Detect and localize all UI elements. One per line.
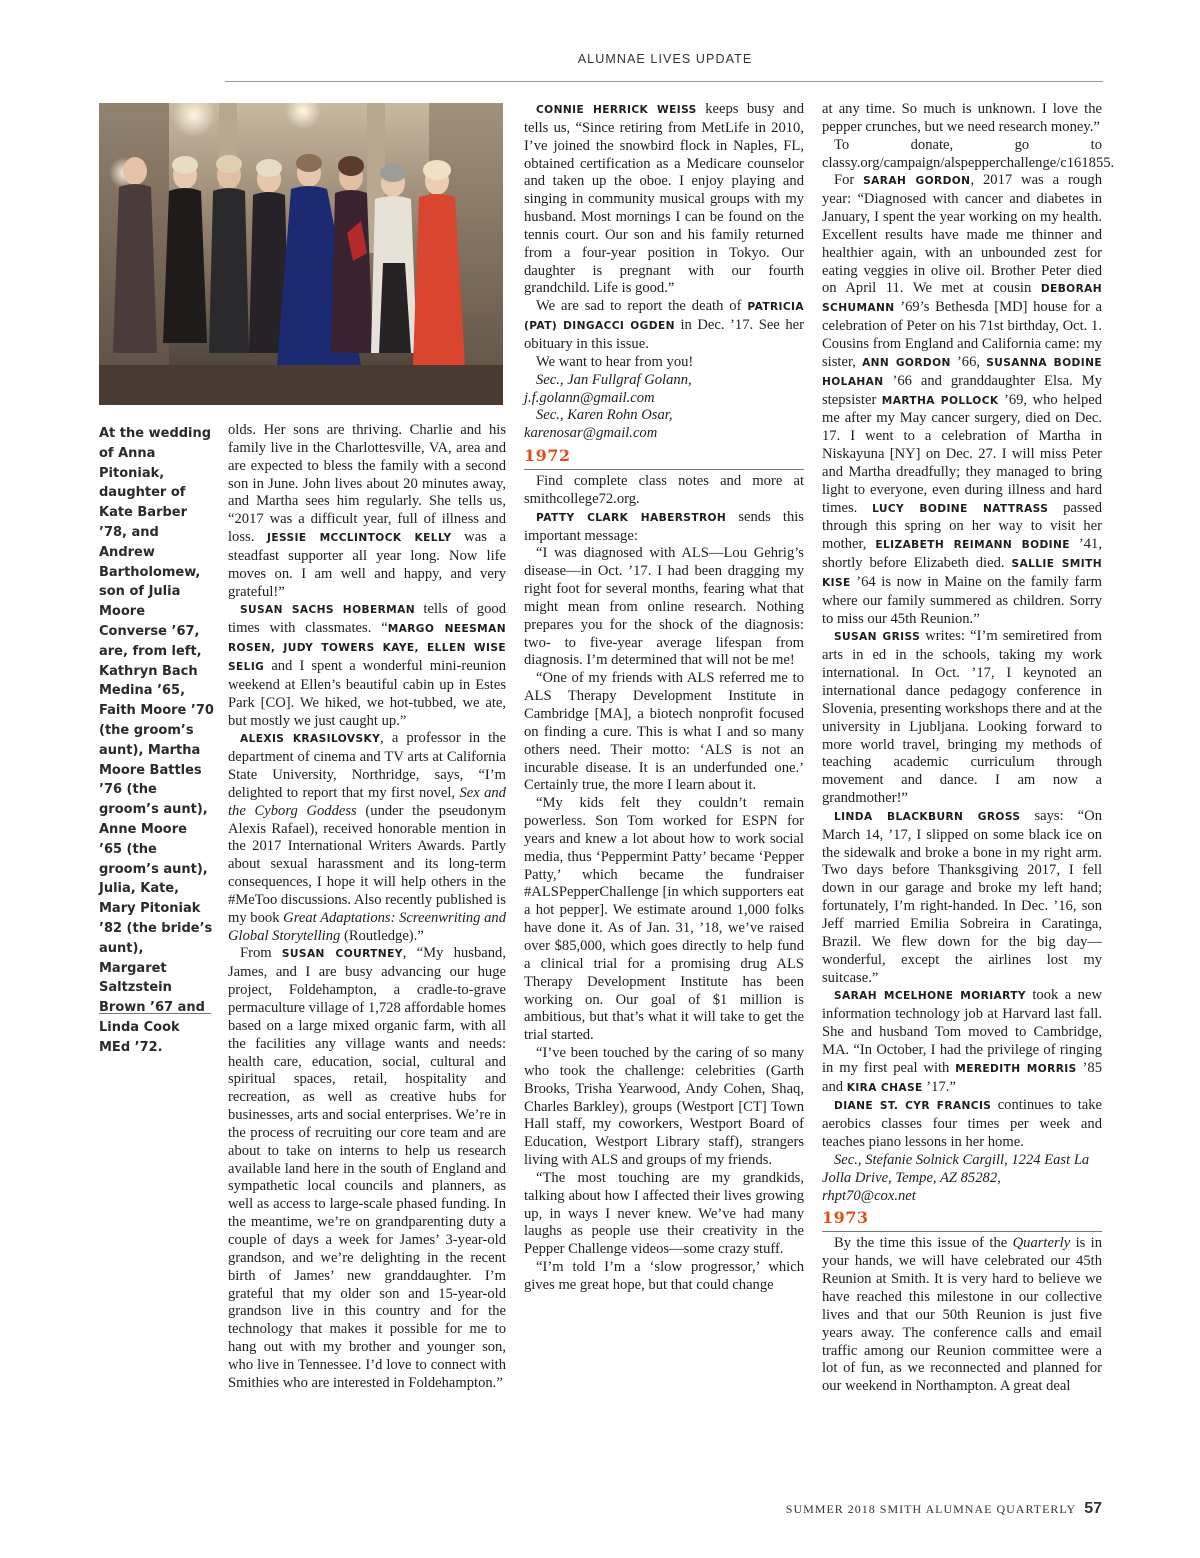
alumna-name: ANN GORDON [862, 356, 951, 369]
alumna-name: SUSAN GRISS [834, 631, 921, 644]
book-title: Sex and the Cyborg Goddess [228, 784, 506, 819]
body-text: was a steadfast supporter all year long. Now life moves on. I am well and happy, and very grateful!” [228, 529, 506, 600]
class-secretary: Sec., Jan Fullgraf Golann, [536, 371, 692, 388]
body-text: ’17.” [926, 1078, 956, 1095]
paragraph [822, 1097, 1102, 1152]
alumna-name: SALLIE SMITH KISE [822, 558, 1102, 589]
body-text: (Routledge).” [343, 927, 424, 944]
secretary-email: j.f.golann@gmail.com [524, 389, 655, 406]
column-1 [228, 422, 506, 1393]
paragraph: “One of my friends with ALS referred me to ALS Therapy Development Institute in Cambridge [MA], a biotech nonprofit focused on finding a cure. This is what I and so many others need. Their motto: ‘ALS is not an incurable disease. It is an underfunded one.’ Certainly true, the more I learn about it. [524, 670, 804, 794]
body-text: ’66, [956, 353, 981, 370]
body-text: ’41, shortly before Elizabeth died. [822, 536, 1102, 572]
alumna-name: PATTY CLARK HABERSTROH [536, 511, 727, 524]
alumna-name: MARGO NEESMAN ROSEN, JUDY TOWERS KAYE, ELLEN WISE SELIG [228, 623, 506, 673]
alumna-name: MARTHA POLLOCK [881, 394, 999, 407]
body-text: olds. Her sons are thriving. Charlie and his family live in the Charlottesville, VA, area and are expected to bless the family with a second son in June. John lives about 20 minutes away, and Martha sees him regularly. She tells us, “2017 was a difficult year, full of illness and loss. [228, 422, 506, 546]
body-text: For [834, 172, 855, 189]
body-text: says: “On March 14, ’17, I slipped on some black ice on the sidewalk and broke a bone in my right arm. Two days before Thanksgiving 2017, I fell down in our garage and broke my left hand; fortunately, I’m right-handed. In Dec. ’16, son Jeff married Emilia Sobreira in Caratinga, Brazil. We flew down for the big day—wonderful, except the airlines lost my suitcase.” [822, 807, 1102, 986]
alumna-name: SARAH GORDON [863, 175, 971, 188]
alumna-name: SUSANNA BODINE HOLAHAN [822, 356, 1102, 388]
alumna-name: DIANE ST. CYR FRANCIS [834, 1100, 992, 1113]
paragraph: We want to hear from you! [536, 353, 694, 370]
paragraph [228, 945, 506, 1392]
body-text: continues to take aerobics classes four times per week and teaches piano lessons in her home. [822, 1097, 1102, 1151]
alumna-name: PATRICIA (PAT) DINGACCI OGDEN [524, 301, 804, 333]
body-text: ’66 and granddaughter Elsa. My stepsister [822, 372, 1102, 408]
paragraph [524, 509, 804, 546]
section-header: ALUMNAE LIVES UPDATE [577, 52, 753, 66]
paragraph: “I’ve been touched by the caring of so many who took the challenge: celebrities (Garth Brooks, Trisha Yearwood, Andy Cohen, Shaq, Charles Barkley), groups (Westport [CT] Town Hall staff, my coworkers, Westport Board of Education, Westport Library staff), strangers living with ALS and groups of my friends. [524, 1045, 804, 1169]
issue-line: SUMMER 2018 SMITH ALUMNAE QUARTERLY [785, 1502, 1077, 1516]
class-year-heading: 1973 [822, 1207, 1102, 1232]
publication-title: Quarterly [1012, 1235, 1071, 1252]
body-text: (under the pseudonym Alexis Rafael), received honorable mention in the 2017 International Writers Awards. Partly about sexual harassment and its long-term consequences, I hope it will help others in the #MeToo discussions. Also recently published is my book [228, 802, 506, 926]
paragraph [524, 298, 804, 354]
alumna-name: JESSIE MCCLINTOCK KELLY [267, 532, 452, 545]
body-text: , a professor in the department of cinema and TV arts at California State University, Northridge, says, “I’m delighted to report that my first novel, [228, 730, 506, 801]
body-text: ’85 and [822, 1059, 1103, 1095]
paragraph [822, 172, 1102, 628]
alumna-name: SARAH MCELHONE MORIARTY [834, 990, 1026, 1003]
body-text: ’64 is now in Maine on the family farm where our family summered as children. Sorry to miss our 45th Reunion.” [822, 573, 1102, 627]
book-title: Great Adaptations: Screenwriting and Global Storytelling [228, 909, 507, 944]
class-secretary: Sec., Stefanie Solnick Cargill, 1224 East La Jolla Drive, Tempe, AZ 85282, [822, 1151, 1090, 1186]
body-text: , “My husband, James, and I are busy advancing our huge project, Foldehampton, a cradle-to-grave permaculture village of 1,728 affordable homes based on a large mixed organic farm, with all the facilities any village wants and needs: health care, education, social, cultural and spiritual spaces, retail, hospitality and recreation, as well as creative hubs for businesses, arts and social enterprises. We’re in the process of recruiting our core team and are about to take on interns to help us research available land here in the south of England and sympathetic local councils and planners, as well as access to large-scale phased funding. In the meantime, we’re on grandparenting duty a couple of days a week for James’ 3-year-old grandson, and we’re delighting in the recent birth of James’ new granddaughter. I’m grateful that my older son and 15-year-old grandson live in this country and for the technology that makes it possible for me to hang out with my brother and younger son, who live in Tennessee. I’d love to connect with Smithies who are interested in Foldehampton.” [228, 945, 506, 1391]
body-text: took a new information technology job at Harvard last fall. She and husband Tom moved to Cambridge, MA. “In October, I had the privilege of ringing in my first peal with [822, 987, 1102, 1076]
paragraph [822, 1235, 1102, 1396]
caption-rule [99, 1013, 211, 1014]
body-text: ’69’s Bethesda [MD] house for a celebration of Peter on his 71st birthday, Oct. 1. Cousins from England and California came: my sister, [822, 299, 1102, 370]
alumna-name: ELIZABETH REIMANN BODINE [875, 539, 1070, 552]
paragraph: “My kids felt they couldn’t remain powerless. Son Tom worked for ESPN for years and knew a lot about how to work social media, thus ‘Peppermint Patty’ became ‘Pepper Patty,’ which became the fundraiser #ALSPepperChallenge [in which supporters eat a hot pepper]. We estimate around 1,000 folks have done it. As of Jan. 31, ’18, we’ve raised over $85,000, which goes directly to help fund a clinical trial for a promising drug ALS Therapy Development Institute has been working on. Our goal of $1 million is ambitious, but that’s what it will take to get the trial started. [524, 795, 804, 1044]
alumna-name: MEREDITH MORRIS [955, 1062, 1077, 1075]
paragraph: “I’m told I’m a ‘slow progressor,’ which gives me great hope, but that could change [524, 1259, 804, 1293]
photo-caption: At the wedding of Anna Pitoniak, daughter of Kate Barber ’78, and Andrew Bartholomew, son of Julia Moore Converse ’67, are, from left, Kathryn Bach Medina ’65, Faith Moore ’70 (the groom’s aunt), Martha Moore Battles ’76 (the groom’s aunt), Anne Moore ’65 (the groom’s aunt), Julia, Kate, Mary Pitoniak ’82 (the bride’s aunt), Margaret Saltzstein Brown ’67 and Linda Cook MEd ’72. [99, 426, 214, 1055]
header-rule [225, 81, 1103, 82]
paragraph: Find complete class notes and more at smithcollege72.org. [524, 473, 804, 507]
class-year-heading: 1972 [524, 445, 804, 470]
column-2 [524, 101, 804, 1295]
alumna-name: SUSAN COURTNEY [281, 948, 403, 961]
body-text: sends this important message: [524, 508, 804, 544]
column-3 [822, 101, 1115, 1396]
page-footer [786, 1500, 1102, 1518]
paragraph [822, 987, 1102, 1097]
alumna-name: KIRA CHASE [846, 1081, 923, 1094]
paragraph [524, 101, 804, 298]
paragraph [228, 422, 506, 601]
paragraph [228, 601, 506, 730]
secretary-email: karenosar@gmail.com [524, 425, 658, 442]
body-text: in Dec. ’17. See her obituary in this issue. [524, 317, 804, 352]
alumna-name: CONNIE HERRICK WEISS [536, 104, 697, 116]
paragraph: “The most touching are my grandkids, talking about how I affected their lives growing up, in ways I never knew. We’ve had many laughs as people use their creativity in the Pepper Challenge videos—some crazy stuff. [524, 1169, 804, 1258]
paragraph: To donate, go to classy.org/campaign/alspepperchallenge/c161855. [822, 136, 1115, 171]
alumna-name: SUSAN SACHS HOBERMAN [240, 604, 415, 617]
paragraph [822, 808, 1102, 987]
paragraph [228, 730, 506, 945]
page-number: 57 [1084, 1500, 1102, 1517]
body-text: writes: “I’m semiretired from arts in ed in the schools, taking my work international. In Oct. ’17, I keynoted an international dance pedagogy conference in Slovenia, presenting workshops there and at the university in Ljubljana. Looking forward to more world travel, bringing my methods of teaching academic curriculum through movement and dance. I am now a grandmother!” [822, 628, 1102, 807]
paragraph: “I was diagnosed with ALS—Lou Gehrig’s disease—in Oct. ’17. I had been dragging my right foot for several months, fearing what that might mean from online research. Nothing prepares you for the shock of the diagnosis: two- to five-year average lifespan from diagnosis. I’m determined that will not be me! [524, 545, 804, 669]
paragraph [822, 628, 1102, 807]
paragraph: at any time. So much is unknown. I love the pepper crunches, but we need research money.” [822, 101, 1102, 135]
body-text: , 2017 was a rough year: “Diagnosed with cancer and diabetes in January, I spent the year working on my health. Excellent results have made me thinner and healthier again, with an unbounded zest for eating veggies in olive oil. Brother Peter died on April 11. We met at cousin [822, 172, 1102, 297]
body-text: ’69, who helped me after my May cancer surgery, died on Dec. 17. I went to a celebration of Martha in Niskayuna [NY] on Dec. 27. I will miss Peter and Martha dreadfully; they managed to bring light to everyone, even during illness and hard times. [822, 391, 1103, 516]
wedding-group-photo [99, 103, 503, 405]
alumna-name: LUCY BODINE NATTRASS [872, 502, 1049, 515]
body-text: tells of good times with classmates. “ [228, 601, 506, 637]
body-text: and I spent a wonderful mini-reunion weekend at Ellen’s beautiful cabin up in Estes Park [CO]. We hiked, we hot-tubbed, we ate, but mostly we just caught up.” [228, 657, 506, 729]
secretary-email: rhpt70@cox.net [822, 1187, 916, 1204]
body-text: By the time this issue of the [834, 1235, 1008, 1252]
body-text: keeps busy and tells us, “Since retiring from MetLife in 2010, I’ve joined the snowbird flock in Naples, FL, obtained certification as a Medicare counselor and taken up the oboe. I enjoy playing and singing in community musical groups with my husband. Most mornings I can be found on the tennis court. Our son and his family returned from a four-year position in Tokyo. Our daughter is pregnant with our fourth grandchild. Life is good.” [524, 101, 804, 297]
body-text: is in your hands, we will have celebrated our 45th Reunion at Smith. It is very hard to believe we have reached this milestone in our collective lives and that our 50th Reunion is just five years away. The conference calls and email traffic among our Reunion committee were a lot of fun, as we reconnected and planned for our weekend in Northampton. A great deal [822, 1235, 1103, 1395]
alumna-name: LINDA BLACKBURN GROSS [834, 810, 1021, 823]
alumna-name: ALEXIS KRASILOVSKY [240, 733, 381, 746]
class-secretary: Sec., Karen Rohn Osar, [536, 407, 673, 424]
body-text: passed through this spring on her way to visit her mother, [822, 499, 1102, 553]
body-text: From [240, 945, 272, 962]
body-text: We are sad to report the death of [536, 298, 742, 315]
alumna-name: DEBORAH SCHUMANN [822, 283, 1102, 315]
